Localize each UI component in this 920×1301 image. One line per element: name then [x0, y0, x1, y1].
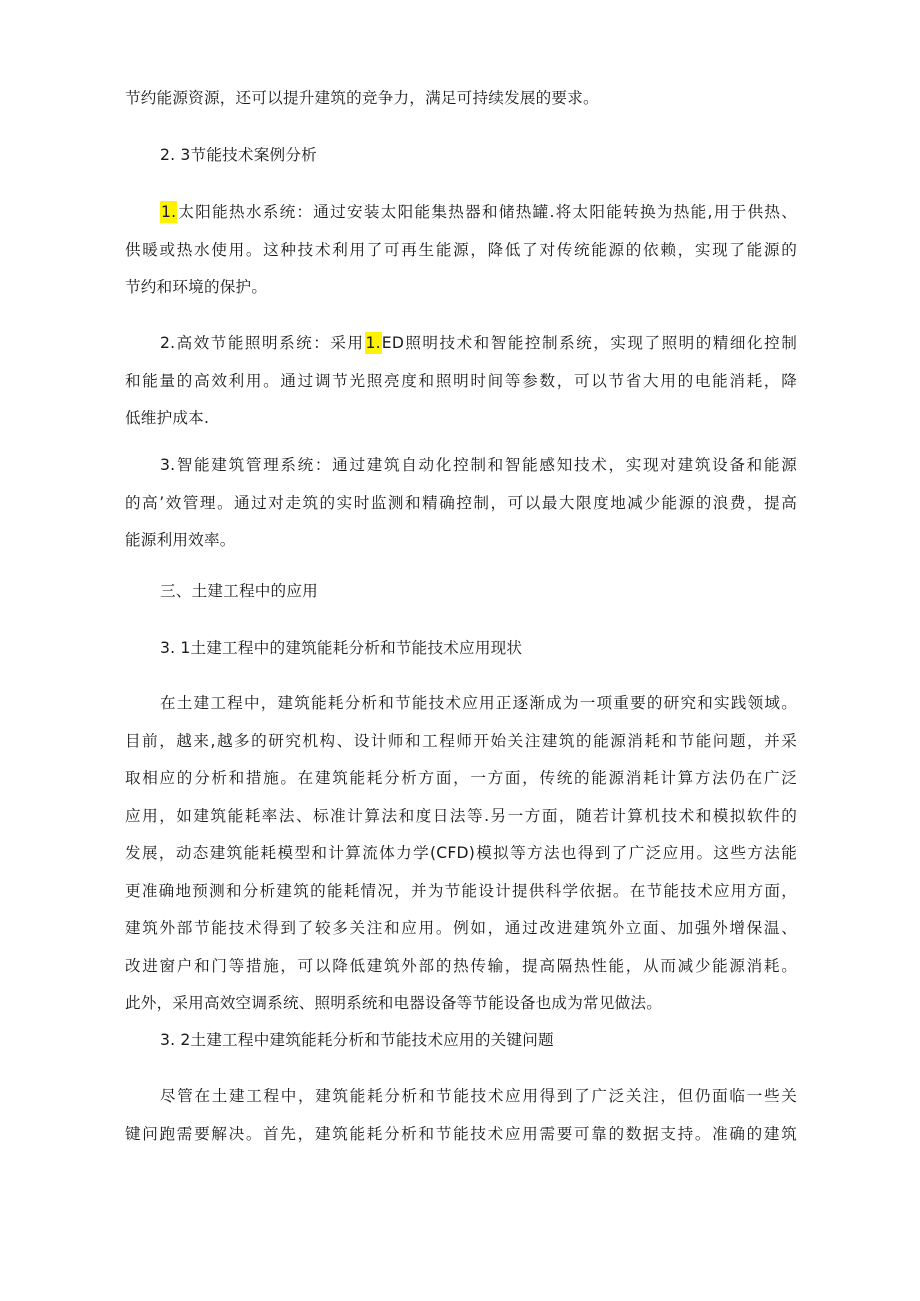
- text-line: [125, 1116, 797, 1154]
- line-text: 应用，如建筑能耗率法、标准计算法和度日法等.另一方面，随若计算机技术和模拟软件的: [125, 806, 797, 825]
- text-line: [125, 1022, 797, 1060]
- text-line: [125, 522, 797, 560]
- line-text: 取相应的分析和措施。在建筑能耗分析方面，一方面，传统的能源消耗计算方法仍在广泛: [125, 769, 797, 787]
- text-line: [125, 910, 797, 948]
- line-text: 供暖或热水使用。这种技术利用了可再生能源，降低了对传统能源的依赖，实现了能源的: [125, 240, 797, 259]
- text-line: [125, 363, 797, 401]
- line-text: 太阳能热水系统：通过安装太阳能集热器和储热罐.将太阳能转换为热能,用于供热、: [177, 203, 797, 221]
- paragraph: [125, 685, 797, 1023]
- line-text: 此外，采用高效空调系统、照明系统和电器设备等节能设备也成为常见做法。: [125, 994, 662, 1012]
- text-line: [125, 873, 797, 911]
- text-line: [125, 137, 797, 175]
- line-prefix: 2.高效节能照明系统：采用: [160, 334, 365, 352]
- paragraph: [125, 325, 797, 438]
- line-text: 能源利用效率。: [125, 531, 236, 549]
- paragraph: [125, 630, 797, 668]
- paragraph: [125, 137, 797, 175]
- paragraph: [125, 194, 797, 307]
- line-text: 发展，动态建筑能耗模型和计算流体力学(CFD)模拟等方法也得到了广泛应用。这些方法能: [125, 844, 797, 862]
- line-text: 3.智能建筑管理系统：通过建筑自动化控制和智能感知技术，实现对建筑设备和能源: [160, 456, 797, 474]
- line-text: 和能量的高效利用。通过调节光照亮度和照明时间等参数，可以节省大用的电能消耗，降: [125, 371, 797, 390]
- highlighted-text: 1.: [365, 334, 381, 352]
- text-line: [125, 948, 797, 986]
- line-text: 建筑外部节能技术得到了较多关注和应用。例如，通过改进建筑外立面、加强外增保温、: [125, 919, 797, 937]
- text-line: [125, 835, 797, 873]
- text-line: [125, 723, 797, 761]
- text-line: [125, 447, 797, 485]
- line-text: ED照明技术和智能控制系统，实现了照明的精细化控制: [381, 334, 797, 352]
- text-line: [125, 1078, 797, 1116]
- text-line: [125, 232, 797, 270]
- line-text: 节约能源资源，还可以提升建筑的竞争力，满足可持续发展的要求。: [125, 89, 599, 107]
- line-text: 3. 2土建工程中建筑能耗分析和节能技术应用的关键问题: [160, 1031, 554, 1049]
- text-line: [125, 798, 797, 836]
- line-text: 改进窗户和门等措施，可以降低建筑外部的热传输，提高隔热性能，从而减少能源消耗。: [125, 956, 797, 975]
- text-line: [125, 400, 797, 438]
- line-text: 更准确地预测和分析建筑的能耗情况，并为节能设计提供科学依据。在节能技术应用方面，: [125, 881, 797, 900]
- text-line: [125, 485, 797, 523]
- text-line: [125, 269, 797, 307]
- text-line: [125, 630, 797, 668]
- line-text: 节约和环境的保护。: [125, 278, 268, 296]
- line-text: 目前，越来,越多的研究机构、设计师和工程师开始关注建筑的能源消耗和节能问题，并采: [125, 731, 797, 750]
- line-text: 2. 3节能技术案例分析: [160, 146, 317, 164]
- highlighted-text: 1.: [161, 203, 177, 221]
- paragraph: [125, 1078, 797, 1153]
- text-line: [125, 573, 797, 611]
- text-line: [125, 760, 797, 798]
- text-line: [125, 80, 797, 118]
- paragraph: [125, 1022, 797, 1060]
- line-text: 低维护成本.: [125, 409, 210, 427]
- paragraph: [125, 447, 797, 560]
- paragraph: [125, 80, 797, 118]
- paragraph: [125, 573, 797, 611]
- line-text: 三、土建工程中的应用: [160, 582, 318, 600]
- line-text: 尽管在土建工程中，建筑能耗分析和节能技术应用得到了广泛关注，但仍面临一些关: [160, 1087, 797, 1105]
- line-text: 3. 1土建工程中的建筑能耗分析和节能技术应用现状: [160, 639, 523, 657]
- text-line: [125, 685, 797, 723]
- line-text: 在土建工程中，建筑能耗分析和节能技术应用正逐渐成为一项重要的研究和实践领域。: [160, 694, 797, 712]
- line-text: 的高’效管理。通过对走筑的实时监测和精确控制，可以最大限度地减少能源的浪费，提高: [125, 493, 797, 512]
- line-text: 键问跑需要解决。首先，建筑能耗分析和节能技术应用需要可靠的数据支持。准确的建筑: [125, 1124, 797, 1143]
- text-line: [125, 194, 797, 232]
- text-line: [125, 325, 797, 363]
- text-line: [125, 985, 797, 1023]
